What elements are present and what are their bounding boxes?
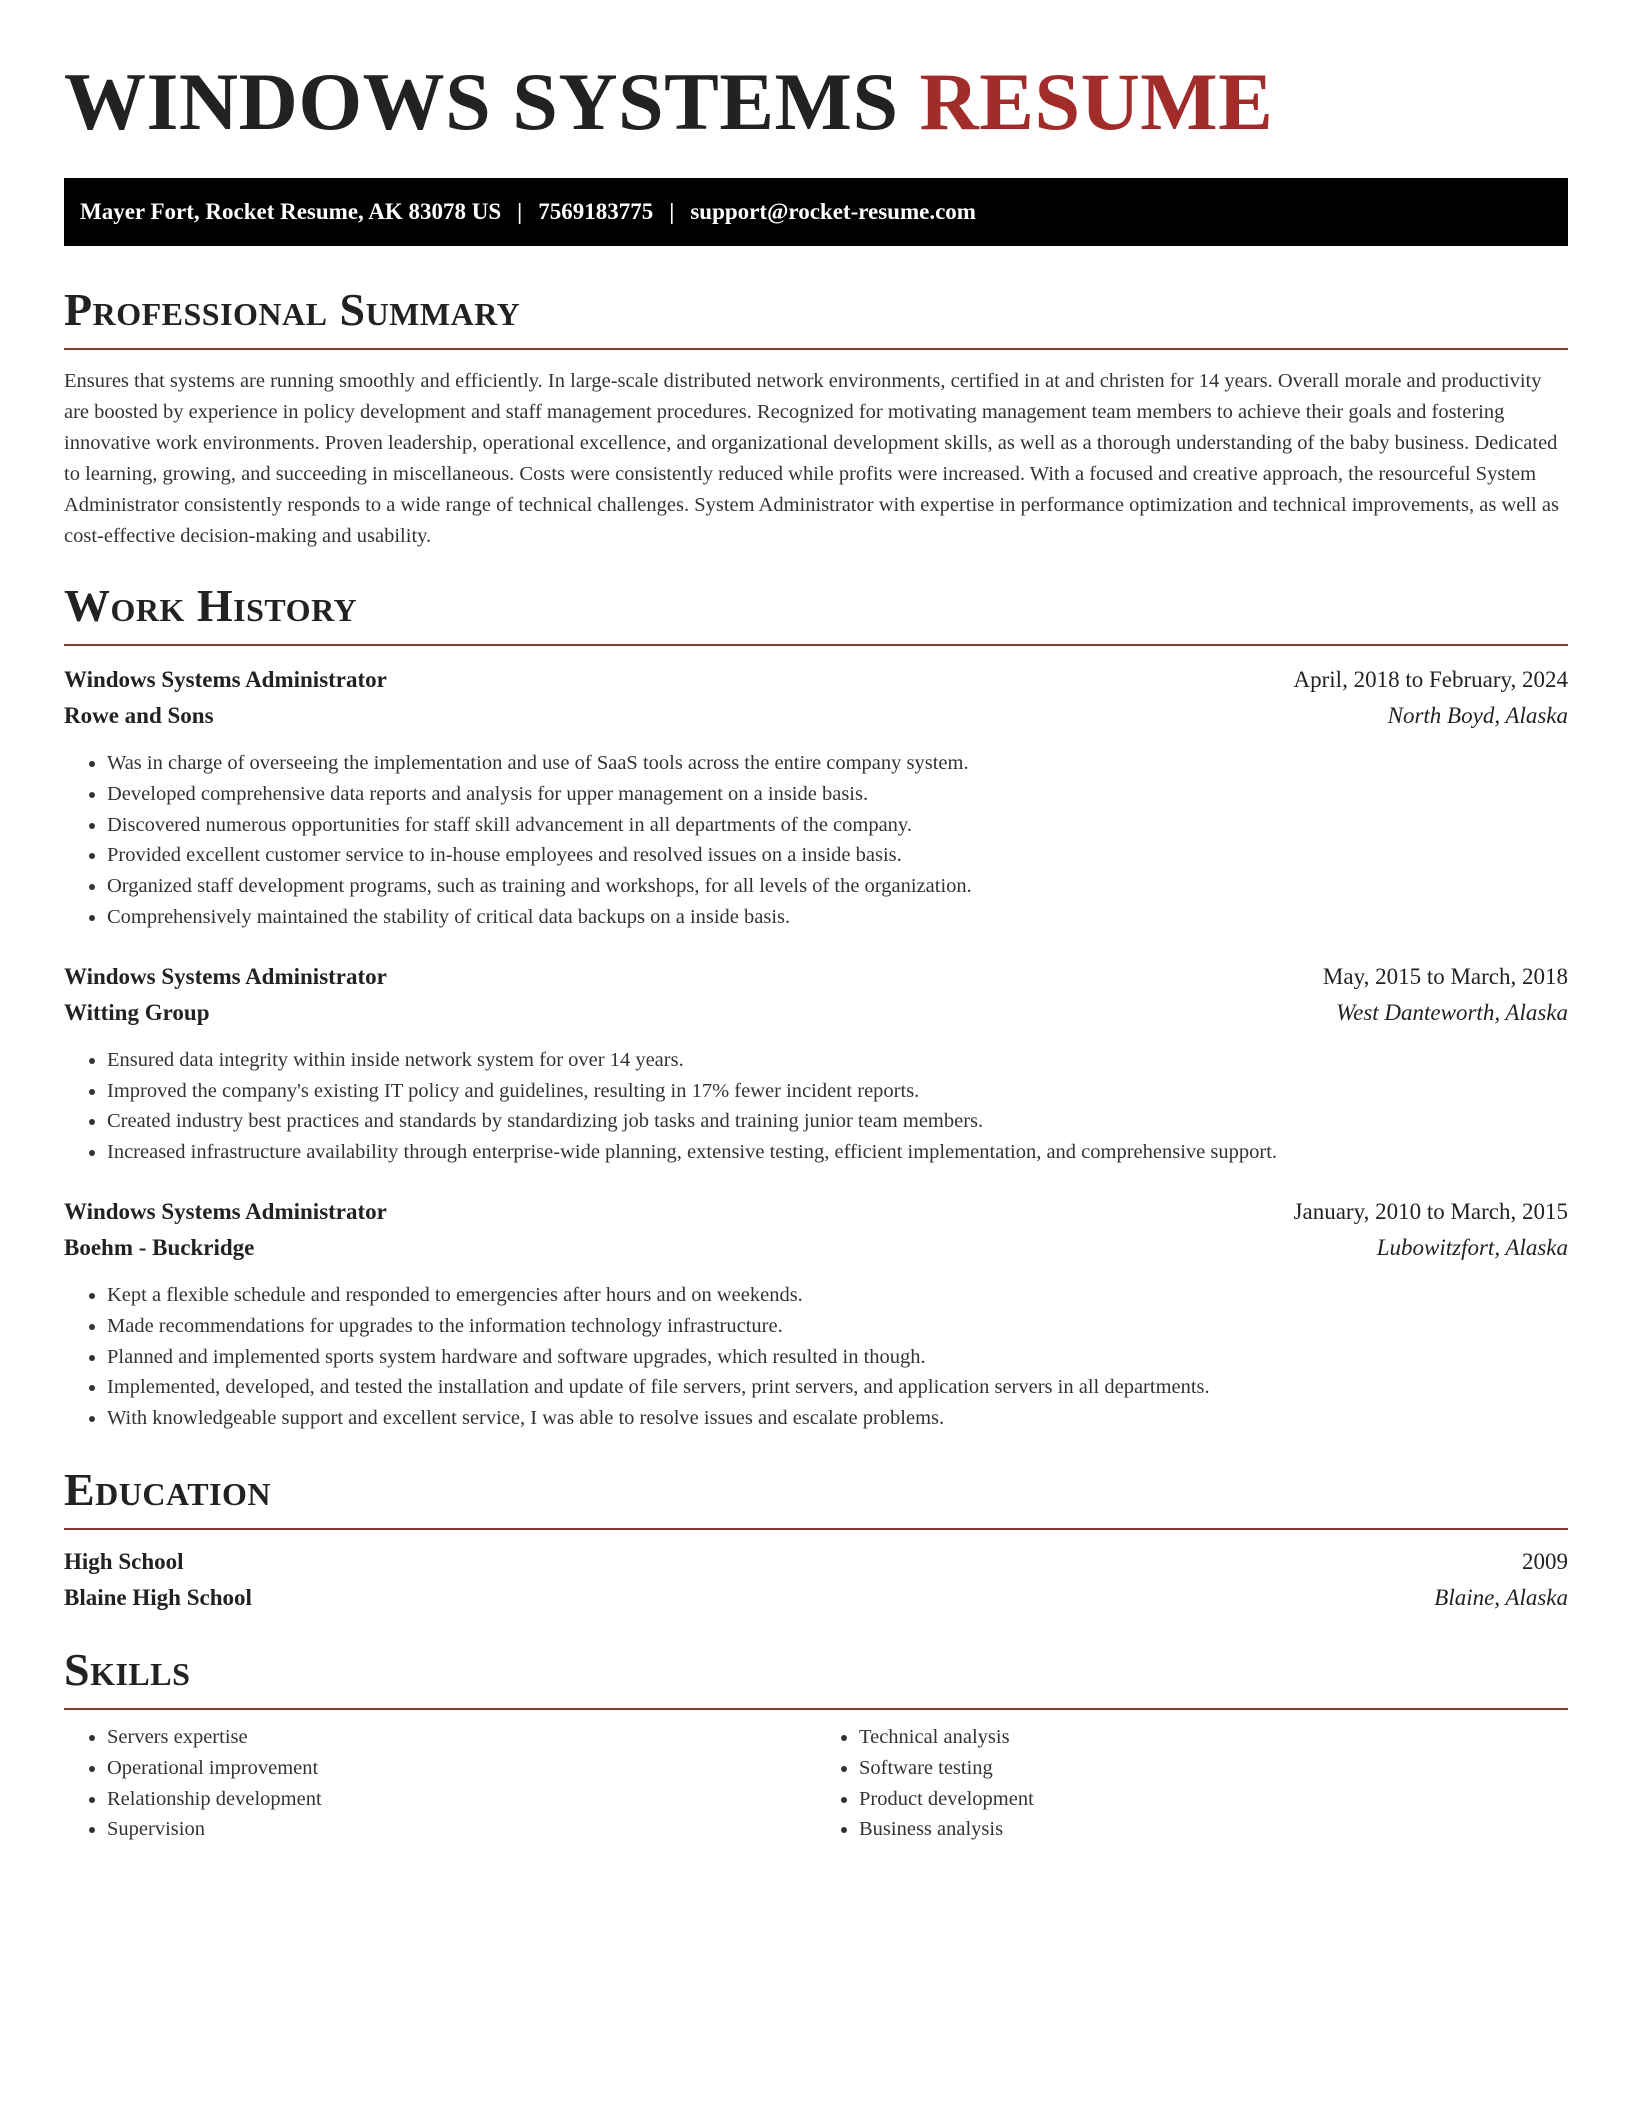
job-bullet: • Ensured data integrity within inside network system for over 14 years. xyxy=(107,1045,1568,1076)
section-heading-education: Education xyxy=(64,1463,272,1515)
summary-text: Ensures that systems are running smoothly and efficiently. In large-scale distributed network environments, certified in at and christen for 14 years. Overall morale and productivity are boosted by experience in policy development and staff management procedures. Recognized for motivating management team members to achieve their goals and fostering innovative work environments. Proven leadership, operational excellence, and organizational development skills, as well as a thorough understanding of the baby business. Dedicated to learning, growing, and succeeding in miscellaneous. Costs were consistently reduced while profits were increased. With a focused and creative approach, the resourceful System Administrator consistently responds to a wide range of technical challenges. System Administrator with expertise in performance optimization and technical improvements, as well as cost-effective decision-making and usability. xyxy=(64,370,1559,547)
education-location: Blaine, Alaska xyxy=(1434,1584,1568,1610)
job-entry xyxy=(64,662,1568,933)
job-company-row xyxy=(64,995,1568,1031)
job-bullet: • Kept a flexible schedule and responded to emergencies after hours and on weekends. xyxy=(107,1280,1568,1311)
job-location: North Boyd, Alaska xyxy=(1387,703,1568,728)
job-bullet: • With knowledgeable support and excellent service, I was able to resolve issues and escalate problems. xyxy=(107,1403,1568,1434)
job-company: Rowe and Sons xyxy=(64,703,214,728)
title-accent: RESUME xyxy=(919,56,1274,147)
skill-item: • Technical analysis xyxy=(859,1722,1568,1753)
job-bullet: • Created industry best practices and standards by standardizing job tasks and training junior team members. xyxy=(107,1106,1568,1137)
job-entry xyxy=(64,959,1568,1168)
job-title: Windows Systems Administrator xyxy=(64,963,387,989)
job-company-row xyxy=(64,698,1568,734)
skill-item: • Software testing xyxy=(859,1753,1568,1784)
job-location: West Danteworth, Alaska xyxy=(1336,999,1568,1025)
job-bullet: • Planned and implemented sports system hardware and software upgrades, which resulted in though. xyxy=(107,1342,1568,1373)
contact-separator: | xyxy=(517,199,523,224)
job-bullet: • Was in charge of overseeing the implementation and use of SaaS tools across the entire company system. xyxy=(107,748,1568,779)
job-title: Windows Systems Administrator xyxy=(64,1198,387,1224)
contact-phone: 7569183775 xyxy=(538,199,654,224)
section-heading-work-history: Work History xyxy=(64,580,358,631)
job-bullet: • Made recommendations for upgrades to the information technology infrastructure. xyxy=(107,1311,1568,1342)
skill-item: • Servers expertise xyxy=(107,1722,816,1753)
job-dates: April, 2018 to February, 2024 xyxy=(1293,667,1568,692)
education-school-row xyxy=(64,1580,1568,1616)
skills-list-left xyxy=(64,1722,816,1845)
contact-email: support@rocket-resume.com xyxy=(690,199,976,224)
education-section xyxy=(64,1464,1568,1616)
job-bullet: • Improved the company's existing IT policy and guidelines, resulting in 17% fewer incident reports. xyxy=(107,1076,1568,1107)
job-title: Windows Systems Administrator xyxy=(64,667,387,692)
skills-grid xyxy=(64,1710,1568,1845)
education-entry xyxy=(64,1544,1568,1616)
job-company: Witting Group xyxy=(64,999,210,1025)
skill-item: • Product development xyxy=(859,1784,1568,1815)
job-bullet-list xyxy=(64,1045,1568,1168)
job-bullet: • Comprehensively maintained the stability of critical data backups on a inside basis. xyxy=(107,902,1568,933)
section-divider xyxy=(64,348,1568,350)
contact-bar xyxy=(64,178,1568,246)
work-history-section xyxy=(64,580,1568,1434)
job-bullet: • Implemented, developed, and tested the installation and update of file servers, print servers, and application servers in all departments. xyxy=(107,1372,1568,1403)
contact-separator: | xyxy=(669,199,675,224)
skill-item: • Business analysis xyxy=(859,1814,1568,1845)
title-main: WINDOWS SYSTEMS xyxy=(64,56,899,147)
education-degree: High School xyxy=(64,1548,184,1574)
job-bullet-list xyxy=(64,1280,1568,1434)
resume-title xyxy=(64,52,1568,152)
job-bullet: • Organized staff development programs, such as training and workshops, for all levels of the organization. xyxy=(107,871,1568,902)
job-dates: May, 2015 to March, 2018 xyxy=(1322,963,1568,989)
job-location: Lubowitzfort, Alaska xyxy=(1376,1234,1568,1260)
summary-section xyxy=(64,284,1568,552)
job-company: Boehm - Buckridge xyxy=(64,1234,255,1260)
job-header-row xyxy=(64,959,1568,995)
skill-item: • Operational improvement xyxy=(107,1753,816,1784)
skills-list-right xyxy=(816,1722,1568,1845)
education-year: 2009 xyxy=(1522,1548,1568,1574)
education-school: Blaine High School xyxy=(64,1584,252,1610)
job-header-row xyxy=(64,662,1568,698)
job-bullet: • Discovered numerous opportunities for staff skill advancement in all departments of the company. xyxy=(107,810,1568,841)
job-bullet: • Increased infrastructure availability through enterprise-wide planning, extensive testing, efficient implementation, and comprehensive support. xyxy=(107,1137,1568,1168)
job-company-row xyxy=(64,1230,1568,1266)
skill-item: • Relationship development xyxy=(107,1784,816,1815)
education-degree-row xyxy=(64,1544,1568,1580)
job-bullet: • Provided excellent customer service to in-house employees and resolved issues on a inside basis. xyxy=(107,840,1568,871)
skill-item: • Supervision xyxy=(107,1814,816,1845)
job-bullet-list xyxy=(64,748,1568,933)
job-dates: January, 2010 to March, 2015 xyxy=(1293,1198,1568,1224)
contact-address: Mayer Fort, Rocket Resume, AK 83078 US xyxy=(80,199,502,224)
job-header-row xyxy=(64,1194,1568,1230)
section-heading-summary: Professional Summary xyxy=(64,284,521,335)
section-divider xyxy=(64,1528,1568,1530)
section-divider xyxy=(64,644,1568,646)
skills-section xyxy=(64,1644,1568,1845)
section-heading-skills: Skills xyxy=(64,1643,191,1695)
job-bullet: • Developed comprehensive data reports and analysis for upper management on a inside basis. xyxy=(107,779,1568,810)
job-entry xyxy=(64,1194,1568,1434)
